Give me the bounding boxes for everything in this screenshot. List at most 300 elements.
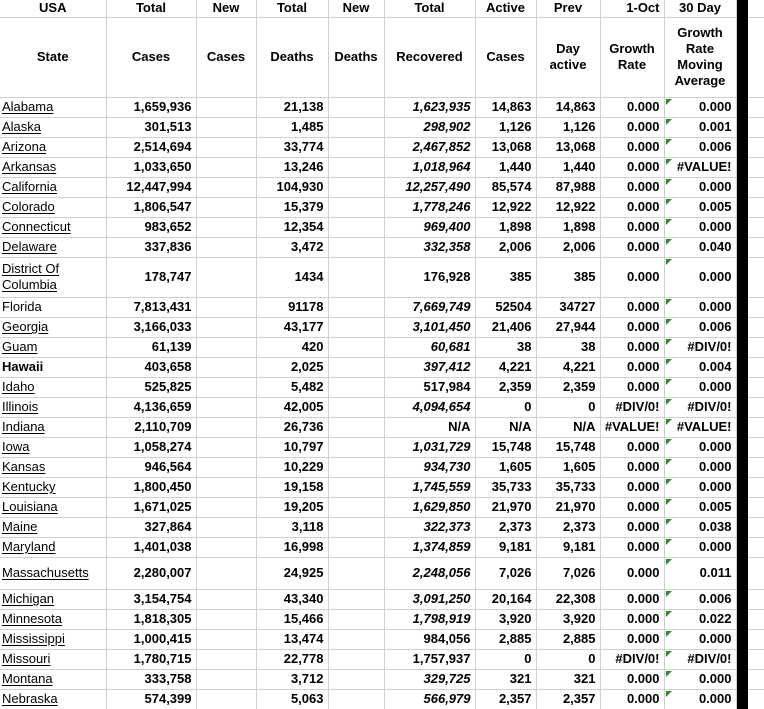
state-cell[interactable] [0, 97, 106, 117]
cell-recovered[interactable]: 2,248,056 [384, 557, 475, 589]
cell-growth[interactable]: 0.000 [600, 437, 664, 457]
cell-active[interactable]: 2,885 [475, 629, 536, 649]
cell-prev_active[interactable]: 1,605 [536, 457, 600, 477]
cell-total_cases[interactable]: 178,747 [106, 257, 196, 297]
cell-new_cases[interactable] [196, 337, 256, 357]
state-cell[interactable] [0, 589, 106, 609]
cell-prev_active[interactable]: 2,357 [536, 689, 600, 709]
empty-cell[interactable] [748, 477, 764, 497]
cell-active[interactable]: 4,221 [475, 357, 536, 377]
cell-total_deaths[interactable]: 21,138 [256, 97, 328, 117]
cell-prev_active[interactable]: 38 [536, 337, 600, 357]
header-cases[interactable]: Cases [106, 17, 196, 97]
cell-active[interactable]: 52504 [475, 297, 536, 317]
header-growth-rate-moving-average[interactable]: Growth Rate Moving Average [664, 17, 736, 97]
cell-growth[interactable]: 0.000 [600, 217, 664, 237]
cell-growth30[interactable] [664, 417, 736, 437]
cell-recovered[interactable]: 176,928 [384, 257, 475, 297]
cell-active[interactable]: 15,748 [475, 437, 536, 457]
cell-new_cases[interactable] [196, 417, 256, 437]
empty-cell[interactable] [748, 557, 764, 589]
cell-growth[interactable]: 0.000 [600, 237, 664, 257]
cell-growth[interactable]: 0.000 [600, 537, 664, 557]
cell-prev_active[interactable]: 2,006 [536, 237, 600, 257]
empty-cell[interactable] [748, 357, 764, 377]
empty-cell[interactable] [748, 497, 764, 517]
cell-new_deaths[interactable] [328, 337, 384, 357]
cell-new_cases[interactable] [196, 297, 256, 317]
cell-prev_active[interactable]: 13,068 [536, 137, 600, 157]
cell-total_deaths[interactable]: 22,778 [256, 649, 328, 669]
cell-total_cases[interactable]: 4,136,659 [106, 397, 196, 417]
cell-prev_active[interactable]: 9,181 [536, 537, 600, 557]
cell-active[interactable]: 1,898 [475, 217, 536, 237]
cell-new_cases[interactable] [196, 397, 256, 417]
cell-total_deaths[interactable]: 420 [256, 337, 328, 357]
cell-total_cases[interactable]: 301,513 [106, 117, 196, 137]
empty-cell[interactable] [748, 609, 764, 629]
cell-growth[interactable]: #DIV/0! [600, 397, 664, 417]
empty-cell[interactable] [748, 457, 764, 477]
cell-growth[interactable]: 0.000 [600, 629, 664, 649]
cell-growth[interactable]: 0.000 [600, 317, 664, 337]
state-cell[interactable] [0, 609, 106, 629]
empty-cell[interactable] [748, 157, 764, 177]
cell-recovered[interactable]: 1,629,850 [384, 497, 475, 517]
cell-recovered[interactable]: 60,681 [384, 337, 475, 357]
cell-total_deaths[interactable]: 91178 [256, 297, 328, 317]
cell-recovered[interactable]: 934,730 [384, 457, 475, 477]
cell-active[interactable]: 21,970 [475, 497, 536, 517]
empty-cell[interactable] [748, 297, 764, 317]
header-new-cases-2[interactable]: Cases [196, 17, 256, 97]
cell-total_cases[interactable]: 2,280,007 [106, 557, 196, 589]
cell-growth30[interactable] [664, 397, 736, 417]
header-total-deaths-1[interactable]: Total [256, 0, 328, 17]
empty-cell[interactable] [748, 377, 764, 397]
cell-growth[interactable]: #VALUE! [600, 417, 664, 437]
cell-total_deaths[interactable]: 16,998 [256, 537, 328, 557]
cell-growth[interactable]: 0.000 [600, 669, 664, 689]
header-total-cases-1[interactable]: Total [106, 0, 196, 17]
cell-new_cases[interactable] [196, 137, 256, 157]
cell-growth30[interactable] [664, 589, 736, 609]
cell-recovered[interactable]: 1,031,729 [384, 437, 475, 457]
cell-growth30[interactable] [664, 669, 736, 689]
cell-new_deaths[interactable] [328, 217, 384, 237]
cell-growth[interactable]: #DIV/0! [600, 649, 664, 669]
cell-prev_active[interactable]: 87,988 [536, 177, 600, 197]
cell-prev_active[interactable]: 0 [536, 397, 600, 417]
cell-new_cases[interactable] [196, 177, 256, 197]
state-cell[interactable] [0, 377, 106, 397]
cell-new_deaths[interactable] [328, 689, 384, 709]
cell-total_deaths[interactable]: 104,930 [256, 177, 328, 197]
cell-total_cases[interactable]: 1,800,450 [106, 477, 196, 497]
cell-active[interactable]: 2,359 [475, 377, 536, 397]
empty-cell[interactable] [748, 0, 764, 17]
cell-recovered[interactable]: 1,623,935 [384, 97, 475, 117]
cell-total_cases[interactable]: 12,447,994 [106, 177, 196, 197]
cell-total_deaths[interactable]: 43,177 [256, 317, 328, 337]
cell-recovered[interactable]: 969,400 [384, 217, 475, 237]
cell-total_cases[interactable]: 1,671,025 [106, 497, 196, 517]
empty-cell[interactable] [748, 177, 764, 197]
cell-new_cases[interactable] [196, 477, 256, 497]
cell-growth[interactable]: 0.000 [600, 357, 664, 377]
cell-active[interactable]: 9,181 [475, 537, 536, 557]
cell-growth30[interactable] [664, 477, 736, 497]
cell-recovered[interactable]: 322,373 [384, 517, 475, 537]
cell-prev_active[interactable]: 0 [536, 649, 600, 669]
cell-active[interactable]: 0 [475, 649, 536, 669]
cell-growth30[interactable] [664, 357, 736, 377]
cell-growth30[interactable] [664, 337, 736, 357]
cell-recovered[interactable]: 1,798,919 [384, 609, 475, 629]
cell-prev_active[interactable]: 15,748 [536, 437, 600, 457]
cell-growth30[interactable] [664, 457, 736, 477]
header-active-cases[interactable]: Cases [475, 17, 536, 97]
cell-growth[interactable]: 0.000 [600, 157, 664, 177]
cell-total_cases[interactable]: 2,514,694 [106, 137, 196, 157]
cell-recovered[interactable]: 4,094,654 [384, 397, 475, 417]
header-active-1[interactable]: Active [475, 0, 536, 17]
cell-recovered[interactable]: 1,757,937 [384, 649, 475, 669]
cell-new_cases[interactable] [196, 457, 256, 477]
cell-growth30[interactable] [664, 557, 736, 589]
cell-growth[interactable]: 0.000 [600, 197, 664, 217]
empty-cell[interactable] [748, 517, 764, 537]
state-cell[interactable] [0, 237, 106, 257]
cell-growth30[interactable] [664, 649, 736, 669]
empty-cell[interactable] [748, 689, 764, 709]
cell-new_cases[interactable] [196, 629, 256, 649]
cell-recovered[interactable]: 1,778,246 [384, 197, 475, 217]
cell-growth30[interactable] [664, 237, 736, 257]
header-state[interactable]: State [0, 17, 106, 97]
cell-prev_active[interactable]: 22,308 [536, 589, 600, 609]
cell-new_cases[interactable] [196, 257, 256, 297]
cell-active[interactable]: 12,922 [475, 197, 536, 217]
cell-total_cases[interactable]: 1,033,650 [106, 157, 196, 177]
cell-total_cases[interactable]: 3,154,754 [106, 589, 196, 609]
cell-active[interactable]: 2,373 [475, 517, 536, 537]
cell-total_deaths[interactable]: 15,466 [256, 609, 328, 629]
cell-new_cases[interactable] [196, 669, 256, 689]
cell-active[interactable]: 85,574 [475, 177, 536, 197]
header-30-day-1[interactable]: 30 Day [664, 0, 736, 17]
cell-prev_active[interactable]: 4,221 [536, 357, 600, 377]
cell-total_deaths[interactable]: 26,736 [256, 417, 328, 437]
cell-new_deaths[interactable] [328, 497, 384, 517]
cell-active[interactable]: 0 [475, 397, 536, 417]
cell-new_cases[interactable] [196, 237, 256, 257]
cell-active[interactable]: 2,357 [475, 689, 536, 709]
cell-new_deaths[interactable] [328, 157, 384, 177]
cell-new_deaths[interactable] [328, 517, 384, 537]
empty-cell[interactable] [748, 257, 764, 297]
cell-new_deaths[interactable] [328, 97, 384, 117]
cell-growth30[interactable] [664, 497, 736, 517]
cell-total_deaths[interactable]: 15,379 [256, 197, 328, 217]
cell-recovered[interactable]: 298,902 [384, 117, 475, 137]
cell-prev_active[interactable]: 27,944 [536, 317, 600, 337]
cell-total_cases[interactable]: 61,139 [106, 337, 196, 357]
state-cell[interactable] [0, 557, 106, 589]
cell-recovered[interactable]: 1,374,859 [384, 537, 475, 557]
cell-prev_active[interactable]: 7,026 [536, 557, 600, 589]
cell-growth[interactable]: 0.000 [600, 377, 664, 397]
cell-new_deaths[interactable] [328, 649, 384, 669]
cell-active[interactable]: 35,733 [475, 477, 536, 497]
empty-cell[interactable] [748, 137, 764, 157]
cell-growth30[interactable] [664, 517, 736, 537]
cell-new_deaths[interactable] [328, 257, 384, 297]
cell-total_cases[interactable]: 1,058,274 [106, 437, 196, 457]
cell-total_deaths[interactable]: 13,246 [256, 157, 328, 177]
cell-new_deaths[interactable] [328, 589, 384, 609]
cell-new_deaths[interactable] [328, 357, 384, 377]
cell-active[interactable]: 2,006 [475, 237, 536, 257]
header-new-deaths-2[interactable]: Deaths [328, 17, 384, 97]
cell-active[interactable]: 1,605 [475, 457, 536, 477]
cell-total_deaths[interactable]: 2,025 [256, 357, 328, 377]
cell-growth[interactable]: 0.000 [600, 137, 664, 157]
cell-total_cases[interactable]: 1,659,936 [106, 97, 196, 117]
cell-active[interactable]: 20,164 [475, 589, 536, 609]
cell-growth30[interactable] [664, 177, 736, 197]
cell-new_cases[interactable] [196, 437, 256, 457]
empty-cell[interactable] [748, 589, 764, 609]
cell-total_cases[interactable]: 1,780,715 [106, 649, 196, 669]
cell-new_deaths[interactable] [328, 117, 384, 137]
header-deaths[interactable]: Deaths [256, 17, 328, 97]
empty-cell[interactable] [748, 317, 764, 337]
state-cell[interactable] [0, 629, 106, 649]
cell-prev_active[interactable]: 21,970 [536, 497, 600, 517]
cell-active[interactable]: 3,920 [475, 609, 536, 629]
cell-total_deaths[interactable]: 5,482 [256, 377, 328, 397]
cell-recovered[interactable]: 397,412 [384, 357, 475, 377]
cell-prev_active[interactable]: 1,440 [536, 157, 600, 177]
cell-new_deaths[interactable] [328, 237, 384, 257]
empty-cell[interactable] [748, 417, 764, 437]
state-cell[interactable] [0, 257, 106, 297]
cell-new_deaths[interactable] [328, 457, 384, 477]
cell-active[interactable]: 38 [475, 337, 536, 357]
cell-growth[interactable]: 0.000 [600, 177, 664, 197]
cell-new_cases[interactable] [196, 609, 256, 629]
cell-prev_active[interactable]: 2,885 [536, 629, 600, 649]
cell-growth30[interactable] [664, 197, 736, 217]
empty-cell[interactable] [748, 117, 764, 137]
state-cell[interactable] [0, 397, 106, 417]
empty-cell[interactable] [748, 217, 764, 237]
cell-total_deaths[interactable]: 10,229 [256, 457, 328, 477]
cell-recovered[interactable]: 12,257,490 [384, 177, 475, 197]
cell-new_cases[interactable] [196, 117, 256, 137]
empty-cell[interactable] [748, 337, 764, 357]
cell-total_deaths[interactable]: 3,472 [256, 237, 328, 257]
cell-total_cases[interactable]: 1,806,547 [106, 197, 196, 217]
cell-recovered[interactable]: 984,056 [384, 629, 475, 649]
cell-total_deaths[interactable]: 1434 [256, 257, 328, 297]
cell-growth[interactable]: 0.000 [600, 517, 664, 537]
cell-prev_active[interactable]: 34727 [536, 297, 600, 317]
empty-cell[interactable] [748, 649, 764, 669]
empty-cell[interactable] [748, 629, 764, 649]
cell-new_cases[interactable] [196, 589, 256, 609]
empty-cell[interactable] [748, 197, 764, 217]
header-usa[interactable]: USA [0, 0, 106, 17]
cell-total_deaths[interactable]: 42,005 [256, 397, 328, 417]
cell-new_cases[interactable] [196, 537, 256, 557]
cell-total_deaths[interactable]: 43,340 [256, 589, 328, 609]
cell-total_deaths[interactable]: 10,797 [256, 437, 328, 457]
state-cell[interactable] [0, 197, 106, 217]
cell-total_cases[interactable]: 403,658 [106, 357, 196, 377]
cell-total_cases[interactable]: 3,166,033 [106, 317, 196, 337]
cell-growth30[interactable] [664, 609, 736, 629]
empty-cell[interactable] [748, 97, 764, 117]
cell-growth30[interactable] [664, 377, 736, 397]
cell-new_deaths[interactable] [328, 197, 384, 217]
cell-total_cases[interactable]: 327,864 [106, 517, 196, 537]
cell-prev_active[interactable]: 3,920 [536, 609, 600, 629]
state-cell[interactable] [0, 337, 106, 357]
state-cell[interactable] [0, 517, 106, 537]
empty-cell[interactable] [748, 17, 764, 97]
cell-prev_active[interactable]: 2,359 [536, 377, 600, 397]
cell-new_cases[interactable] [196, 497, 256, 517]
cell-new_deaths[interactable] [328, 377, 384, 397]
cell-recovered[interactable]: 1,018,964 [384, 157, 475, 177]
cell-new_deaths[interactable] [328, 629, 384, 649]
cell-total_cases[interactable]: 1,818,305 [106, 609, 196, 629]
state-cell[interactable] [0, 117, 106, 137]
cell-new_deaths[interactable] [328, 557, 384, 589]
cell-growth[interactable]: 0.000 [600, 117, 664, 137]
cell-new_deaths[interactable] [328, 437, 384, 457]
state-cell[interactable] [0, 477, 106, 497]
cell-new_cases[interactable] [196, 689, 256, 709]
cell-new_deaths[interactable] [328, 177, 384, 197]
cell-total_cases[interactable]: 1,000,415 [106, 629, 196, 649]
cell-new_cases[interactable] [196, 157, 256, 177]
cell-recovered[interactable]: 332,358 [384, 237, 475, 257]
cell-growth30[interactable] [664, 317, 736, 337]
cell-total_cases[interactable]: 333,758 [106, 669, 196, 689]
cell-new_cases[interactable] [196, 517, 256, 537]
state-cell[interactable] [0, 689, 106, 709]
cell-new_deaths[interactable] [328, 317, 384, 337]
cell-recovered[interactable]: 7,669,749 [384, 297, 475, 317]
cell-new_deaths[interactable] [328, 669, 384, 689]
cell-active[interactable]: 385 [475, 257, 536, 297]
state-cell[interactable] [0, 437, 106, 457]
cell-total_deaths[interactable]: 24,925 [256, 557, 328, 589]
cell-growth30[interactable] [664, 537, 736, 557]
cell-new_cases[interactable] [196, 317, 256, 337]
cell-active[interactable]: 14,863 [475, 97, 536, 117]
cell-prev_active[interactable]: 321 [536, 669, 600, 689]
cell-growth[interactable]: 0.000 [600, 257, 664, 297]
cell-growth[interactable]: 0.000 [600, 589, 664, 609]
cell-total_cases[interactable]: 574,399 [106, 689, 196, 709]
cell-total_deaths[interactable]: 19,205 [256, 497, 328, 517]
header-date-1-oct[interactable]: 1-Oct [600, 0, 664, 17]
empty-cell[interactable] [748, 237, 764, 257]
cell-new_cases[interactable] [196, 217, 256, 237]
cell-total_deaths[interactable]: 1,485 [256, 117, 328, 137]
cell-new_cases[interactable] [196, 357, 256, 377]
cell-total_deaths[interactable]: 19,158 [256, 477, 328, 497]
header-new-cases-1[interactable]: New [196, 0, 256, 17]
state-cell[interactable] [0, 457, 106, 477]
state-cell[interactable] [0, 177, 106, 197]
cell-new_deaths[interactable] [328, 609, 384, 629]
cell-prev_active[interactable]: 14,863 [536, 97, 600, 117]
cell-prev_active[interactable]: 35,733 [536, 477, 600, 497]
state-cell[interactable] [0, 157, 106, 177]
cell-new_cases[interactable] [196, 649, 256, 669]
cell-growth[interactable]: 0.000 [600, 689, 664, 709]
cell-growth[interactable]: 0.000 [600, 457, 664, 477]
cell-new_deaths[interactable] [328, 537, 384, 557]
cell-total_cases[interactable]: 983,652 [106, 217, 196, 237]
cell-new_deaths[interactable] [328, 137, 384, 157]
state-cell[interactable] [0, 417, 106, 437]
state-cell[interactable] [0, 297, 106, 317]
cell-recovered[interactable]: 517,984 [384, 377, 475, 397]
cell-total_deaths[interactable]: 3,118 [256, 517, 328, 537]
cell-growth[interactable]: 0.000 [600, 297, 664, 317]
cell-total_deaths[interactable]: 13,474 [256, 629, 328, 649]
cell-growth30[interactable] [664, 97, 736, 117]
empty-cell[interactable] [748, 437, 764, 457]
cell-new_cases[interactable] [196, 197, 256, 217]
state-cell[interactable] [0, 497, 106, 517]
cell-total_deaths[interactable]: 5,063 [256, 689, 328, 709]
cell-new_cases[interactable] [196, 557, 256, 589]
cell-growth30[interactable] [664, 297, 736, 317]
cell-recovered[interactable]: N/A [384, 417, 475, 437]
header-day-active[interactable]: Day active [536, 17, 600, 97]
cell-growth30[interactable] [664, 217, 736, 237]
empty-cell[interactable] [748, 397, 764, 417]
cell-recovered[interactable]: 329,725 [384, 669, 475, 689]
cell-prev_active[interactable]: N/A [536, 417, 600, 437]
cell-prev_active[interactable]: 12,922 [536, 197, 600, 217]
cell-active[interactable]: N/A [475, 417, 536, 437]
cell-active[interactable]: 21,406 [475, 317, 536, 337]
cell-new_deaths[interactable] [328, 417, 384, 437]
state-cell[interactable] [0, 537, 106, 557]
cell-growth30[interactable] [664, 157, 736, 177]
cell-total_deaths[interactable]: 33,774 [256, 137, 328, 157]
cell-total_cases[interactable]: 337,836 [106, 237, 196, 257]
cell-growth30[interactable] [664, 629, 736, 649]
cell-total_cases[interactable]: 2,110,709 [106, 417, 196, 437]
cell-recovered[interactable]: 566,979 [384, 689, 475, 709]
state-cell[interactable] [0, 137, 106, 157]
cell-new_deaths[interactable] [328, 397, 384, 417]
header-total-recovered-1[interactable]: Total [384, 0, 475, 17]
state-cell[interactable] [0, 217, 106, 237]
cell-prev_active[interactable]: 1,898 [536, 217, 600, 237]
cell-growth[interactable]: 0.000 [600, 497, 664, 517]
cell-growth30[interactable] [664, 437, 736, 457]
